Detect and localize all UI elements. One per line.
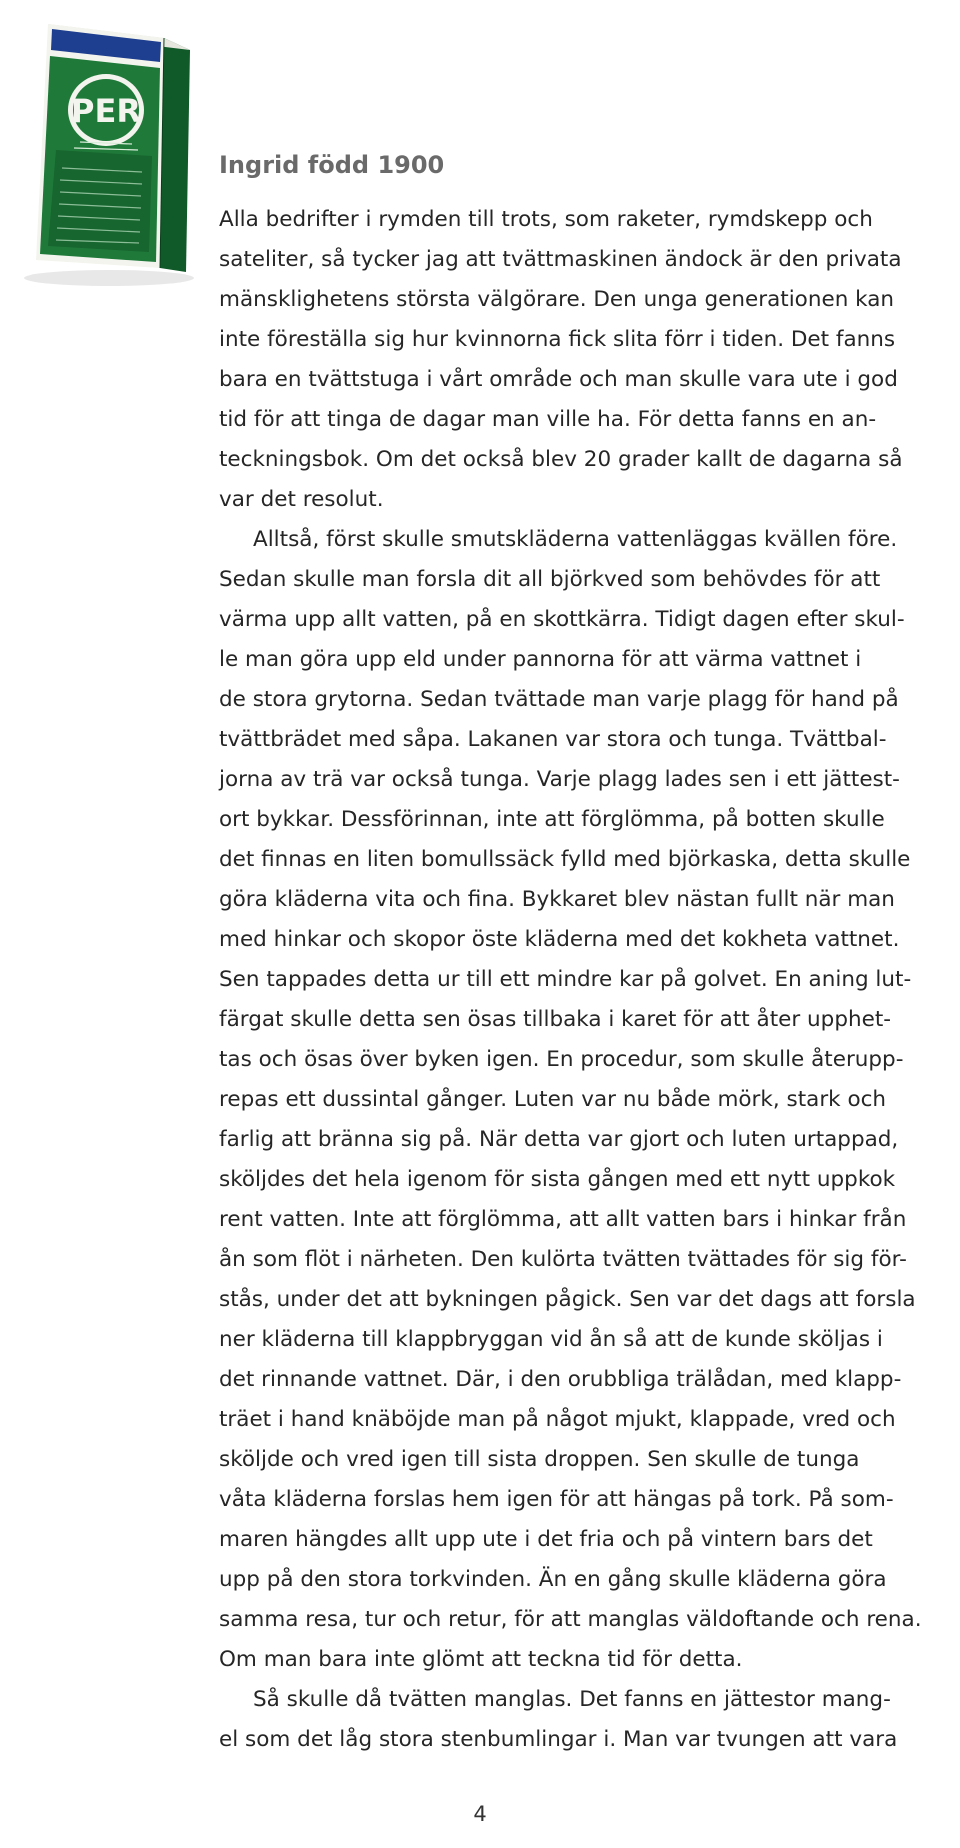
text-line: upp på den stora torkvinden. Än en gång skulle kläderna göra bbox=[219, 1567, 887, 1592]
text-line: Alltså, först skulle smutskläderna vattenläggas kvällen före. bbox=[253, 527, 898, 552]
text-line: el som det låg stora stenbumlingar i. Man var tvungen att vara bbox=[219, 1727, 898, 1752]
text-line: träet i hand knäböjde man på något mjukt, klappade, vred och bbox=[219, 1407, 896, 1432]
text-line: stås, under det att bykningen pågick. Sen var det dags att forsla bbox=[219, 1287, 916, 1312]
text-line: värma upp allt vatten, på en skottkärra. Tidigt dagen efter skul- bbox=[219, 607, 905, 632]
text-line: färgat skulle detta sen ösas tillbaka i karet för att åter upphet- bbox=[219, 1007, 892, 1032]
text-line: med hinkar och skopor öste kläderna med det kokheta vattnet. bbox=[219, 927, 900, 952]
text-line: tas och ösas över byken igen. En procedur, som skulle återupp- bbox=[219, 1047, 904, 1072]
package-brand-text: PER bbox=[71, 92, 141, 130]
text-line: mänsklighetens största välgörare. Den unga generationen kan bbox=[219, 287, 895, 312]
text-line: det rinnande vattnet. Där, i den orubbliga trälådan, med klapp- bbox=[219, 1367, 902, 1392]
text-line: sköljde och vred igen till sista droppen. Sen skulle de tunga bbox=[219, 1447, 860, 1472]
text-line: göra kläderna vita och fina. Bykkaret blev nästan fullt när man bbox=[219, 887, 895, 912]
section-heading: Ingrid född 1900 bbox=[219, 151, 445, 179]
text-line: var det resolut. bbox=[219, 487, 384, 512]
text-line: tvättbrädet med såpa. Lakanen var stora och tunga. Tvättbal- bbox=[219, 727, 887, 752]
detergent-package-icon bbox=[14, 10, 204, 290]
text-line: inte föreställa sig hur kvinnorna fick slita förr i tiden. Det fanns bbox=[219, 327, 896, 352]
text-line: ort bykkar. Dessförinnan, inte att förglömma, på botten skulle bbox=[219, 807, 885, 832]
text-line: teckningsbok. Om det också blev 20 grader kallt de dagarna så bbox=[219, 447, 903, 472]
text-line: samma resa, tur och retur, för att manglas väldoftande och rena. bbox=[219, 1607, 922, 1632]
text-line: tid för att tinga de dagar man ville ha. För detta fanns en an- bbox=[219, 407, 877, 432]
text-line: farlig att bränna sig på. När detta var gjort och luten urtappad, bbox=[219, 1127, 899, 1152]
detergent-package-image bbox=[14, 10, 204, 290]
text-line: rent vatten. Inte att förglömma, att allt vatten bars i hinkar från bbox=[219, 1207, 907, 1232]
page-number: 4 bbox=[473, 1802, 487, 1826]
text-line: våta kläderna forslas hem igen för att hängas på tork. På som- bbox=[219, 1487, 894, 1512]
text-line: ån som flöt i närheten. Den kulörta tvätten tvättades för sig för- bbox=[219, 1247, 907, 1272]
text-line: le man göra upp eld under pannorna för att värma vattnet i bbox=[219, 647, 862, 672]
text-line: bara en tvättstuga i vårt område och man skulle vara ute i god bbox=[219, 367, 898, 392]
text-line: repas ett dussintal gånger. Luten var nu både mörk, stark och bbox=[219, 1087, 887, 1112]
text-line: de stora grytorna. Sedan tvättade man varje plagg för hand på bbox=[219, 687, 899, 712]
text-line: sateliter, så tycker jag att tvättmaskinen ändock är den privata bbox=[219, 247, 902, 272]
text-line: Sen tappades detta ur till ett mindre kar på golvet. En aning lut- bbox=[219, 967, 912, 992]
text-line: Om man bara inte glömt att teckna tid för detta. bbox=[219, 1647, 743, 1672]
text-line: ner kläderna till klappbryggan vid ån så att de kunde sköljas i bbox=[219, 1327, 883, 1352]
text-line: jorna av trä var också tunga. Varje plagg lades sen i ett jättest- bbox=[219, 767, 900, 792]
text-line: Så skulle då tvätten manglas. Det fanns en jättestor mang- bbox=[253, 1687, 891, 1712]
text-line: Alla bedrifter i rymden till trots, som raketer, rymdskepp och bbox=[219, 207, 873, 232]
text-line: det finnas en liten bomullssäck fylld med björkaska, detta skulle bbox=[219, 847, 911, 872]
body-text bbox=[219, 200, 959, 1760]
text-line: sköljdes det hela igenom för sista gången med ett nytt uppkok bbox=[219, 1167, 896, 1192]
text-line: Sedan skulle man forsla dit all björkved som behövdes för att bbox=[219, 567, 881, 592]
text-line: maren hängdes allt upp ute i det fria och på vintern bars det bbox=[219, 1527, 873, 1552]
